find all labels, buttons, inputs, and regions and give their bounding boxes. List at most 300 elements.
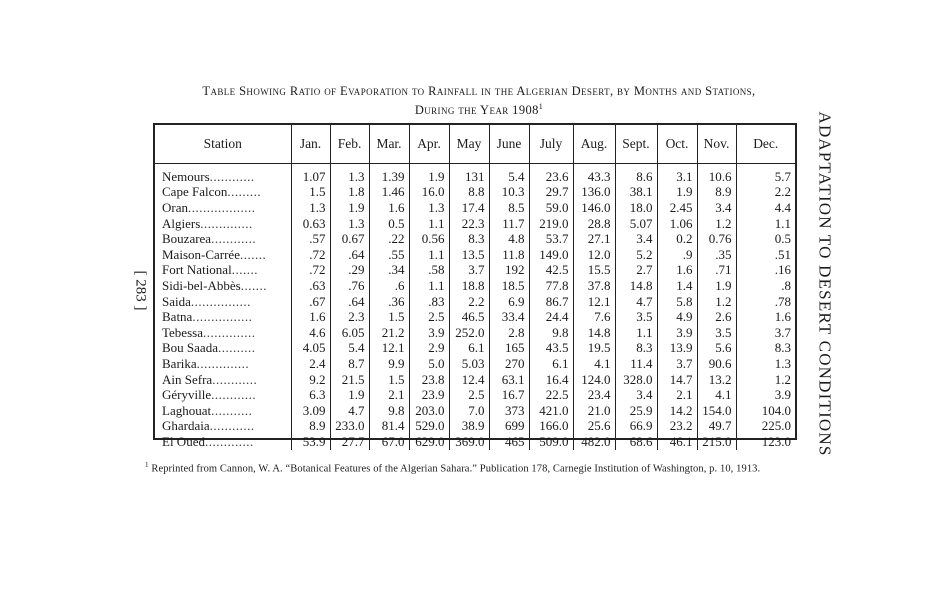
- value-cell: 154.0: [697, 403, 736, 419]
- value-cell: 10.6: [697, 164, 736, 185]
- column-header-month: July: [529, 125, 573, 164]
- value-cell: 5.0: [409, 356, 449, 372]
- evaporation-table: [155, 125, 795, 450]
- value-cell: 3.5: [615, 309, 657, 325]
- value-cell: 215.0: [697, 434, 736, 450]
- value-cell: 2.5: [449, 387, 489, 403]
- value-cell: 2.2: [449, 294, 489, 310]
- value-cell: 68.6: [615, 434, 657, 450]
- station-name: Maison-Carrée: [162, 246, 240, 262]
- column-header-month: Mar.: [369, 125, 409, 164]
- column-header-month: Oct.: [657, 125, 697, 164]
- page-number-text: [ 283 ]: [132, 270, 149, 310]
- value-cell: 25.6: [573, 419, 615, 435]
- value-cell: .57: [291, 231, 330, 247]
- station-cell: [155, 356, 291, 372]
- running-head: [810, 108, 840, 460]
- value-cell: 3.4: [615, 231, 657, 247]
- table-row: [155, 356, 795, 372]
- value-cell: 149.0: [529, 247, 573, 263]
- value-cell: 4.6: [291, 325, 330, 341]
- value-cell: 1.1: [409, 247, 449, 263]
- column-header-month: Jan.: [291, 125, 330, 164]
- value-cell: .36: [369, 294, 409, 310]
- value-cell: 3.09: [291, 403, 330, 419]
- station-cell: [155, 231, 291, 247]
- value-cell: 0.2: [657, 231, 697, 247]
- value-cell: 1.9: [409, 164, 449, 185]
- table-row: [155, 294, 795, 310]
- value-cell: .72: [291, 263, 330, 279]
- value-cell: 21.5: [330, 372, 369, 388]
- column-header-month: Nov.: [697, 125, 736, 164]
- value-cell: 12.4: [449, 372, 489, 388]
- value-cell: 18.8: [449, 278, 489, 294]
- value-cell: 233.0: [330, 419, 369, 435]
- value-cell: 3.7: [657, 356, 697, 372]
- value-cell: 49.7: [697, 419, 736, 435]
- value-cell: 1.2: [736, 372, 795, 388]
- value-cell: 6.05: [330, 325, 369, 341]
- value-cell: 1.9: [697, 278, 736, 294]
- value-cell: 131: [449, 164, 489, 185]
- value-cell: 23.4: [573, 387, 615, 403]
- leader-dots: ..............: [196, 356, 250, 371]
- station-cell: [155, 247, 291, 263]
- leader-dots: ..................: [188, 200, 256, 215]
- table-row: [155, 164, 795, 185]
- station-cell: [155, 216, 291, 232]
- value-cell: 1.6: [736, 309, 795, 325]
- station-cell: [155, 419, 291, 435]
- value-cell: 203.0: [409, 403, 449, 419]
- value-cell: 3.5: [697, 325, 736, 341]
- leader-dots: ................: [190, 293, 251, 309]
- value-cell: 482.0: [573, 434, 615, 450]
- table-row: [155, 263, 795, 279]
- station-name: El Oued: [162, 434, 205, 449]
- value-cell: 2.6: [697, 309, 736, 325]
- value-cell: 252.0: [449, 325, 489, 341]
- value-cell: 4.05: [291, 341, 330, 357]
- value-cell: 3.9: [409, 325, 449, 341]
- value-cell: 6.1: [449, 341, 489, 357]
- value-cell: 5.6: [697, 341, 736, 357]
- column-header-month: Sept.: [615, 125, 657, 164]
- station-name: Batna: [162, 309, 193, 325]
- leader-dots: .......: [239, 246, 267, 262]
- value-cell: 19.5: [573, 341, 615, 357]
- value-cell: 5.2: [615, 247, 657, 263]
- value-cell: 5.4: [330, 341, 369, 357]
- value-cell: 2.5: [409, 309, 449, 325]
- station-name: Oran: [162, 200, 188, 215]
- value-cell: 9.9: [369, 356, 409, 372]
- value-cell: 1.3: [291, 200, 330, 216]
- value-cell: 33.4: [489, 309, 529, 325]
- column-header-month: Feb.: [330, 125, 369, 164]
- value-cell: 6.9: [489, 294, 529, 310]
- value-cell: 328.0: [615, 372, 657, 388]
- value-cell: 42.5: [529, 263, 573, 279]
- value-cell: 1.3: [330, 216, 369, 232]
- value-cell: 38.1: [615, 185, 657, 201]
- value-cell: 699: [489, 419, 529, 435]
- value-cell: 21.0: [573, 403, 615, 419]
- leader-dots: .......: [231, 262, 258, 278]
- table-row: [155, 387, 795, 403]
- station-name: Bou Saada: [162, 340, 218, 356]
- value-cell: 2.7: [615, 263, 657, 279]
- value-cell: 2.1: [657, 387, 697, 403]
- table-title-line-2: [150, 99, 808, 118]
- table-row: [155, 247, 795, 263]
- station-cell: [155, 200, 291, 216]
- value-cell: 8.6: [615, 164, 657, 185]
- value-cell: .35: [697, 247, 736, 263]
- value-cell: 8.3: [615, 341, 657, 357]
- value-cell: .8: [736, 278, 795, 294]
- value-cell: .83: [409, 294, 449, 310]
- value-cell: 2.8: [489, 325, 529, 341]
- value-cell: 43.5: [529, 341, 573, 357]
- value-cell: 16.0: [409, 185, 449, 201]
- value-cell: 1.1: [409, 216, 449, 232]
- value-cell: 0.56: [409, 231, 449, 247]
- table-row: [155, 278, 795, 294]
- value-cell: .78: [736, 294, 795, 310]
- footnote-text: Reprinted from Cannon, W. A. “Botanical Features of the Algerian Sahara.” Publication 178, Carnegie Institution of Washington, p. 10, 1913.: [151, 463, 761, 475]
- value-cell: 5.07: [615, 216, 657, 232]
- station-name: Sidi-bel-Abbès: [162, 278, 241, 293]
- value-cell: 11.7: [489, 216, 529, 232]
- station-cell: [155, 325, 291, 341]
- value-cell: .58: [409, 263, 449, 279]
- value-cell: .72: [291, 247, 330, 263]
- value-cell: 124.0: [573, 372, 615, 388]
- station-name: Tebessa: [162, 324, 203, 340]
- value-cell: 8.8: [449, 185, 489, 201]
- leader-dots: .............: [204, 434, 254, 449]
- value-cell: 27.1: [573, 231, 615, 247]
- station-cell: [155, 164, 291, 185]
- value-cell: 2.2: [736, 185, 795, 201]
- station-cell: [155, 309, 291, 325]
- column-header-month: May: [449, 125, 489, 164]
- value-cell: 18.0: [615, 200, 657, 216]
- value-cell: 8.5: [489, 200, 529, 216]
- value-cell: 4.7: [330, 403, 369, 419]
- value-cell: 63.1: [489, 372, 529, 388]
- table-row: [155, 403, 795, 419]
- station-cell: [155, 341, 291, 357]
- value-cell: 9.2: [291, 372, 330, 388]
- value-cell: 0.67: [330, 231, 369, 247]
- value-cell: .55: [369, 247, 409, 263]
- value-cell: 23.2: [657, 419, 697, 435]
- station-cell: [155, 278, 291, 294]
- value-cell: 18.5: [489, 278, 529, 294]
- value-cell: 146.0: [573, 200, 615, 216]
- value-cell: 1.5: [369, 309, 409, 325]
- value-cell: 369.0: [449, 434, 489, 450]
- value-cell: 4.8: [489, 231, 529, 247]
- value-cell: .34: [369, 263, 409, 279]
- value-cell: 8.7: [330, 356, 369, 372]
- column-header-month: June: [489, 125, 529, 164]
- table-row: [155, 309, 795, 325]
- value-cell: 16.7: [489, 387, 529, 403]
- leader-dots: ...........: [211, 402, 253, 418]
- value-cell: 1.9: [330, 200, 369, 216]
- value-cell: 2.45: [657, 200, 697, 216]
- value-cell: 1.5: [291, 185, 330, 201]
- table-row: [155, 341, 795, 357]
- value-cell: 6.3: [291, 387, 330, 403]
- table-row: [155, 216, 795, 232]
- station-cell: [155, 403, 291, 419]
- leader-dots: ..............: [202, 324, 256, 340]
- value-cell: 14.7: [657, 372, 697, 388]
- station-cell: [155, 387, 291, 403]
- value-cell: 53.9: [291, 434, 330, 450]
- value-cell: 1.1: [736, 216, 795, 232]
- value-cell: 8.9: [291, 419, 330, 435]
- value-cell: 0.63: [291, 216, 330, 232]
- value-cell: 421.0: [529, 403, 573, 419]
- value-cell: 13.5: [449, 247, 489, 263]
- value-cell: 9.8: [529, 325, 573, 341]
- value-cell: 3.7: [449, 263, 489, 279]
- value-cell: 5.4: [489, 164, 529, 185]
- value-cell: 123.0: [736, 434, 795, 450]
- value-cell: .29: [330, 263, 369, 279]
- value-cell: 22.3: [449, 216, 489, 232]
- value-cell: 1.1: [409, 278, 449, 294]
- value-cell: 25.9: [615, 403, 657, 419]
- value-cell: 4.7: [615, 294, 657, 310]
- value-cell: 1.07: [291, 164, 330, 185]
- value-cell: 629.0: [409, 434, 449, 450]
- station-name: Barika: [162, 356, 197, 371]
- value-cell: 4.1: [573, 356, 615, 372]
- station-name: Ain Sefra: [162, 371, 213, 387]
- value-cell: 3.1: [657, 164, 697, 185]
- value-cell: 14.8: [615, 278, 657, 294]
- value-cell: 1.4: [657, 278, 697, 294]
- value-cell: .67: [291, 294, 330, 310]
- leader-dots: ................: [192, 309, 253, 325]
- value-cell: 23.8: [409, 372, 449, 388]
- leader-dots: ............: [211, 387, 257, 403]
- value-cell: 66.9: [615, 419, 657, 435]
- table-row: [155, 185, 795, 201]
- value-cell: 4.9: [657, 309, 697, 325]
- value-cell: 29.7: [529, 185, 573, 201]
- value-cell: 86.7: [529, 294, 573, 310]
- value-cell: 1.39: [369, 164, 409, 185]
- station-name: Saida: [162, 293, 191, 309]
- value-cell: 1.3: [409, 200, 449, 216]
- value-cell: 24.4: [529, 309, 573, 325]
- value-cell: .51: [736, 247, 795, 263]
- value-cell: 28.8: [573, 216, 615, 232]
- station-name: Cape Falcon: [162, 184, 228, 200]
- value-cell: 1.6: [657, 263, 697, 279]
- value-cell: 3.4: [615, 387, 657, 403]
- table-title-line-1: Table Showing Ratio of Evaporation to Rainfall in the Algerian Desert, by Months and Stations,: [202, 84, 756, 98]
- table-row: [155, 231, 795, 247]
- value-cell: 1.8: [330, 185, 369, 201]
- value-cell: 23.6: [529, 164, 573, 185]
- value-cell: 3.7: [736, 325, 795, 341]
- value-cell: 2.9: [409, 341, 449, 357]
- table-row: [155, 325, 795, 341]
- table-row: [155, 434, 795, 450]
- value-cell: 1.6: [369, 200, 409, 216]
- value-cell: 2.4: [291, 356, 330, 372]
- value-cell: 10.3: [489, 185, 529, 201]
- table-body: [155, 164, 795, 450]
- value-cell: 17.4: [449, 200, 489, 216]
- leader-dots: ............: [209, 168, 255, 184]
- value-cell: 8.3: [736, 341, 795, 357]
- value-cell: 225.0: [736, 419, 795, 435]
- running-head-text: ADAPTATION TO DESERT CONDITIONS: [816, 111, 836, 457]
- value-cell: 77.8: [529, 278, 573, 294]
- value-cell: 1.1: [615, 325, 657, 341]
- value-cell: .64: [330, 294, 369, 310]
- station-name: Nemours: [162, 168, 210, 184]
- value-cell: 59.0: [529, 200, 573, 216]
- value-cell: 53.7: [529, 231, 573, 247]
- value-cell: 1.2: [697, 294, 736, 310]
- station-name: Ghardaia: [162, 418, 210, 434]
- station-cell: [155, 185, 291, 201]
- leader-dots: ............: [212, 371, 258, 387]
- station-name: Laghouat: [162, 402, 212, 418]
- value-cell: 8.3: [449, 231, 489, 247]
- value-cell: 165: [489, 341, 529, 357]
- value-cell: 1.3: [736, 356, 795, 372]
- header-row: [155, 125, 795, 164]
- value-cell: 0.5: [736, 231, 795, 247]
- value-cell: 1.2: [697, 216, 736, 232]
- value-cell: 5.7: [736, 164, 795, 185]
- value-cell: .71: [697, 263, 736, 279]
- leader-dots: .........: [227, 184, 262, 200]
- value-cell: 14.8: [573, 325, 615, 341]
- value-cell: 13.9: [657, 341, 697, 357]
- value-cell: 11.8: [489, 247, 529, 263]
- value-cell: 9.8: [369, 403, 409, 419]
- station-name: Bouzarea: [162, 231, 212, 247]
- station-cell: [155, 372, 291, 388]
- value-cell: 219.0: [529, 216, 573, 232]
- value-cell: 12.0: [573, 247, 615, 263]
- value-cell: 4.1: [697, 387, 736, 403]
- value-cell: 104.0: [736, 403, 795, 419]
- value-cell: 465: [489, 434, 529, 450]
- value-cell: 1.06: [657, 216, 697, 232]
- column-header-station: Station: [155, 125, 291, 164]
- leader-dots: ............: [209, 418, 255, 434]
- value-cell: 22.5: [529, 387, 573, 403]
- station-name: Algiers: [162, 215, 201, 231]
- station-cell: [155, 294, 291, 310]
- value-cell: 192: [489, 263, 529, 279]
- value-cell: 373: [489, 403, 529, 419]
- value-cell: 4.4: [736, 200, 795, 216]
- station-name: Géryville: [162, 387, 212, 403]
- leader-dots: ..............: [200, 215, 253, 231]
- leader-dots: .......: [240, 278, 267, 293]
- leader-dots: ..........: [217, 340, 256, 356]
- value-cell: 27.7: [330, 434, 369, 450]
- table-row: [155, 200, 795, 216]
- value-cell: 7.0: [449, 403, 489, 419]
- value-cell: 529.0: [409, 419, 449, 435]
- value-cell: .22: [369, 231, 409, 247]
- value-cell: .16: [736, 263, 795, 279]
- table-row: [155, 419, 795, 435]
- value-cell: 12.1: [573, 294, 615, 310]
- value-cell: 2.3: [330, 309, 369, 325]
- table-row: [155, 372, 795, 388]
- value-cell: .63: [291, 278, 330, 294]
- value-cell: 1.3: [330, 164, 369, 185]
- value-cell: 166.0: [529, 419, 573, 435]
- column-header-month: Aug.: [573, 125, 615, 164]
- value-cell: 509.0: [529, 434, 573, 450]
- value-cell: 43.3: [573, 164, 615, 185]
- value-cell: 6.1: [529, 356, 573, 372]
- value-cell: 3.9: [736, 387, 795, 403]
- footnote: [145, 458, 805, 477]
- value-cell: 270: [489, 356, 529, 372]
- leader-dots: ............: [211, 231, 257, 247]
- value-cell: 2.1: [369, 387, 409, 403]
- value-cell: 1.9: [657, 185, 697, 201]
- value-cell: .6: [369, 278, 409, 294]
- value-cell: 8.9: [697, 185, 736, 201]
- station-cell: [155, 434, 291, 450]
- value-cell: 23.9: [409, 387, 449, 403]
- value-cell: 1.5: [369, 372, 409, 388]
- value-cell: 14.2: [657, 403, 697, 419]
- value-cell: 16.4: [529, 372, 573, 388]
- value-cell: 1.9: [330, 387, 369, 403]
- value-cell: 67.0: [369, 434, 409, 450]
- column-header-month: Apr.: [409, 125, 449, 164]
- title-line-2-text: During the Year 1908: [414, 103, 539, 118]
- value-cell: 38.9: [449, 419, 489, 435]
- page-number: [125, 265, 155, 315]
- value-cell: 21.2: [369, 325, 409, 341]
- value-cell: 12.1: [369, 341, 409, 357]
- value-cell: .76: [330, 278, 369, 294]
- footnote-marker: 1: [145, 461, 149, 469]
- value-cell: .64: [330, 247, 369, 263]
- value-cell: 1.46: [369, 185, 409, 201]
- value-cell: 15.5: [573, 263, 615, 279]
- value-cell: 7.6: [573, 309, 615, 325]
- value-cell: 90.6: [697, 356, 736, 372]
- value-cell: 81.4: [369, 419, 409, 435]
- value-cell: 3.9: [657, 325, 697, 341]
- value-cell: 136.0: [573, 185, 615, 201]
- column-header-month: Dec.: [736, 125, 795, 164]
